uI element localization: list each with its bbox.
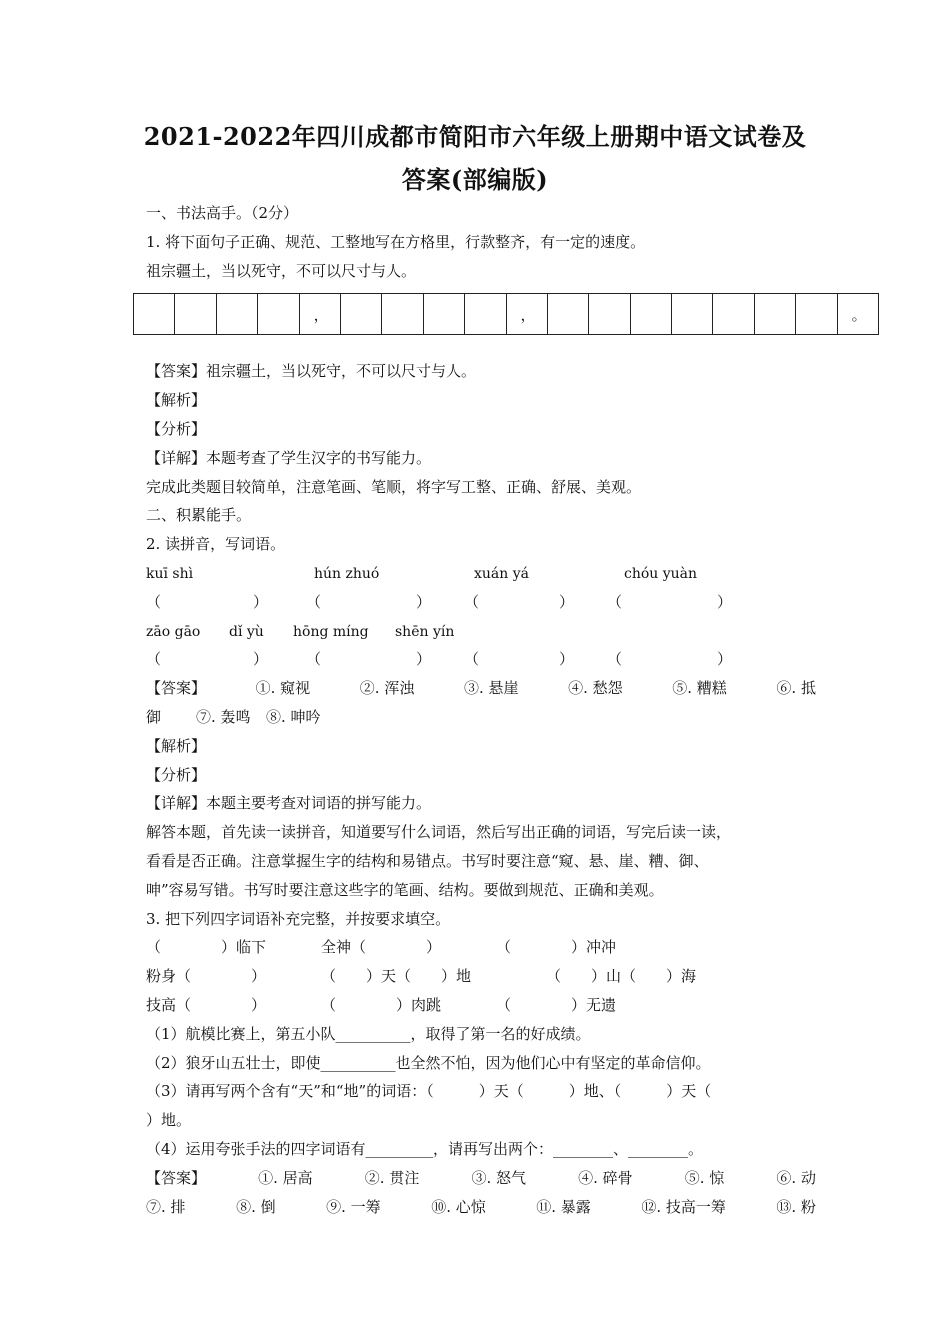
xiangjie-q2: 【详解】本题主要考查对词语的拼写能力。 [146, 794, 432, 813]
paren-open: （ [306, 650, 322, 669]
answer-item: ③. 怒气 [471, 1168, 526, 1187]
sub-question-3b: ）地。 [146, 1111, 192, 1130]
answer-item: ⑨. 一筹 [326, 1197, 381, 1216]
paren-open: （ [306, 592, 322, 611]
answer-item: ⑫. 技高一筹 [641, 1197, 726, 1216]
answer-item: ⑤. 惊 [684, 1168, 725, 1187]
fill-row-1 [146, 933, 816, 962]
paren-open: （ [607, 592, 623, 611]
jiexi-q2: 【解析】 [146, 736, 207, 755]
grid-cell [838, 294, 878, 334]
answer-item: ⑪. 暴露 [536, 1197, 591, 1216]
fill-row-2 [146, 962, 816, 991]
answer-blanks-row-2 [146, 645, 816, 674]
answer-item: ⑥. 抵 [776, 679, 816, 698]
detail-q2-2: 看看是否正确。注意掌握生字的结构和易错点。书写时要注意“窥、悬、崖、糟、御、 [146, 851, 709, 870]
pinyin: hōng míng [293, 623, 369, 640]
sub-question-3a: （3）请再写两个含有“天”和“地”的词语：（ ）天（ ）地、（ ）天（ [146, 1082, 712, 1101]
answer-item: ⑧. 呻吟 [266, 707, 321, 726]
question1-sentence: 祖宗疆土，当以死守，不可以尺寸与人。 [146, 261, 417, 280]
page-title-line2: 答案(部编版) [401, 165, 549, 194]
fill-item: 技高（ ） [146, 995, 267, 1014]
paren-close: ） [416, 650, 432, 669]
paren-close: ） [416, 592, 432, 611]
grid-cell [300, 294, 341, 334]
fill-item: （ ）肉跳 [321, 995, 442, 1014]
answer-label: 【答案】 [146, 679, 207, 698]
paren-close: ） [253, 592, 269, 611]
grid-cell [672, 294, 713, 334]
grid-cell [548, 294, 589, 334]
answer-item: ⑥. 动 [776, 1168, 816, 1187]
answer-item: ①. 窥视 [255, 679, 311, 698]
paren-open: （ [464, 592, 480, 611]
grid-cell [217, 294, 258, 334]
pinyin-row-1 [146, 559, 816, 588]
answer-item: 御 [146, 707, 162, 726]
answer-item: ⑦. 排 [146, 1197, 186, 1216]
pinyin: chóu yuàn [624, 565, 698, 582]
fill-item: 粉身（ ） [146, 967, 267, 986]
sub-question-4: （4）运用夸张手法的四字词语有_________，请再写出两个：________、________。 [146, 1139, 704, 1158]
paren-close: ） [559, 650, 575, 669]
fill-item: （ ）冲冲 [496, 938, 617, 957]
detail-q2-1: 解答本题，首先读一读拼音，知道要写什么词语，然后写出正确的词语，写完后读一读， [146, 823, 732, 842]
answer-item: ①. 居高 [258, 1168, 313, 1187]
grid-cell [755, 294, 796, 334]
answer-label: 【答案】 [146, 1168, 207, 1187]
answer-item: ④. 愁怨 [568, 679, 623, 698]
writing-grid [133, 293, 879, 335]
fill-item: （ ）临下 [146, 938, 267, 957]
grid-cell [134, 294, 175, 334]
pinyin-row-2 [146, 617, 816, 646]
grid-cell [258, 294, 299, 334]
answer-item: ⑤. 糟糕 [672, 679, 727, 698]
answer-q1: 【答案】祖宗疆土，当以死守，不可以尺寸与人。 [146, 362, 477, 381]
question2: 2. 读拼音，写词语。 [146, 535, 286, 554]
fenxi-q2: 【分析】 [146, 765, 207, 784]
paren-close: ） [717, 592, 733, 611]
answer-item: ②. 浑浊 [359, 679, 415, 698]
fill-item: （ ）无遗 [496, 995, 617, 1014]
fill-item: 全神（ ） [321, 938, 442, 957]
paren-open: （ [607, 650, 623, 669]
paren-close: ） [253, 650, 269, 669]
answer-q2-line2 [146, 703, 816, 732]
page-title-line1: 2021-2022年四川成都市简阳市六年级上册期中语文试卷及 [143, 122, 807, 151]
pinyin: hún zhuó [314, 565, 380, 582]
paren-close: ） [559, 592, 575, 611]
answer-blanks-row-1 [146, 588, 816, 617]
pinyin: xuán yá [474, 565, 529, 582]
grid-cell [175, 294, 216, 334]
fill-item: （ ）天（ ）地 [321, 967, 472, 986]
grid-cell-char: ， [313, 306, 329, 325]
xiangjie-q1: 【详解】本题考查了学生汉字的书写能力。 [146, 448, 432, 467]
answer-q2-line1 [146, 674, 816, 703]
paren-close: ） [717, 650, 733, 669]
section2-heading: 二、积累能手。 [146, 506, 252, 525]
answer-item: ⑩. 心惊 [431, 1197, 486, 1216]
answer-item: ⑬. 粉 [776, 1197, 816, 1216]
grid-cell [631, 294, 672, 334]
answer-item: ④. 碎骨 [578, 1168, 633, 1187]
question1: 1. 将下面句子正确、规范、工整地写在方格里，行款整齐，有一定的速度。 [146, 232, 646, 251]
jiexi-q1: 【解析】 [146, 391, 207, 410]
pinyin: kuī shì [146, 565, 194, 582]
grid-cell-char: 。 [851, 306, 867, 325]
fill-row-3 [146, 991, 816, 1020]
section1-heading: 一、书法高手。（2分） [146, 204, 299, 222]
detail-q2-3: 呻”容易写错。书写时要注意这些字的笔画、结构。要做到规范、正确和美观。 [146, 880, 664, 899]
fenxi-q1: 【分析】 [146, 419, 207, 438]
answer-item: ②. 贯注 [364, 1168, 420, 1187]
answer-item: ⑦. 轰鸣 [196, 707, 251, 726]
sub-question-1: （1）航模比赛上，第五小队__________，取得了第一名的好成绩。 [146, 1024, 591, 1043]
grid-cell-char: ， [520, 306, 536, 325]
paren-open: （ [146, 650, 162, 669]
answer-item: ⑧. 倒 [236, 1197, 276, 1216]
answer-item: ③. 悬崖 [463, 679, 519, 698]
fill-item: （ ）山（ ）海 [546, 967, 697, 986]
grid-cell [796, 294, 837, 334]
grid-cell [424, 294, 465, 334]
document-body [146, 199, 867, 1221]
grid-cell [382, 294, 423, 334]
grid-cell [341, 294, 382, 334]
question3: 3. 把下列四字词语补充完整，并按要求填空。 [146, 909, 451, 928]
grid-cell [507, 294, 548, 334]
paren-open: （ [146, 592, 162, 611]
sub-question-2: （2）狼牙山五壮士，即使__________也全然不怕，因为他们心中有坚定的革命信仰。 [146, 1053, 711, 1072]
answer-q3-line2 [146, 1193, 816, 1222]
answer-q3-line1 [146, 1164, 816, 1193]
grid-cell [465, 294, 506, 334]
pinyin: dǐ yù [229, 623, 264, 640]
grid-cell [713, 294, 754, 334]
pinyin: shēn yín [395, 623, 455, 640]
grid-cell [589, 294, 630, 334]
detail-q1: 完成此类题目较简单，注意笔画、笔顺，将字写工整、正确、舒展、美观。 [146, 477, 642, 496]
paren-open: （ [464, 650, 480, 669]
pinyin: zāo gāo [146, 623, 201, 640]
